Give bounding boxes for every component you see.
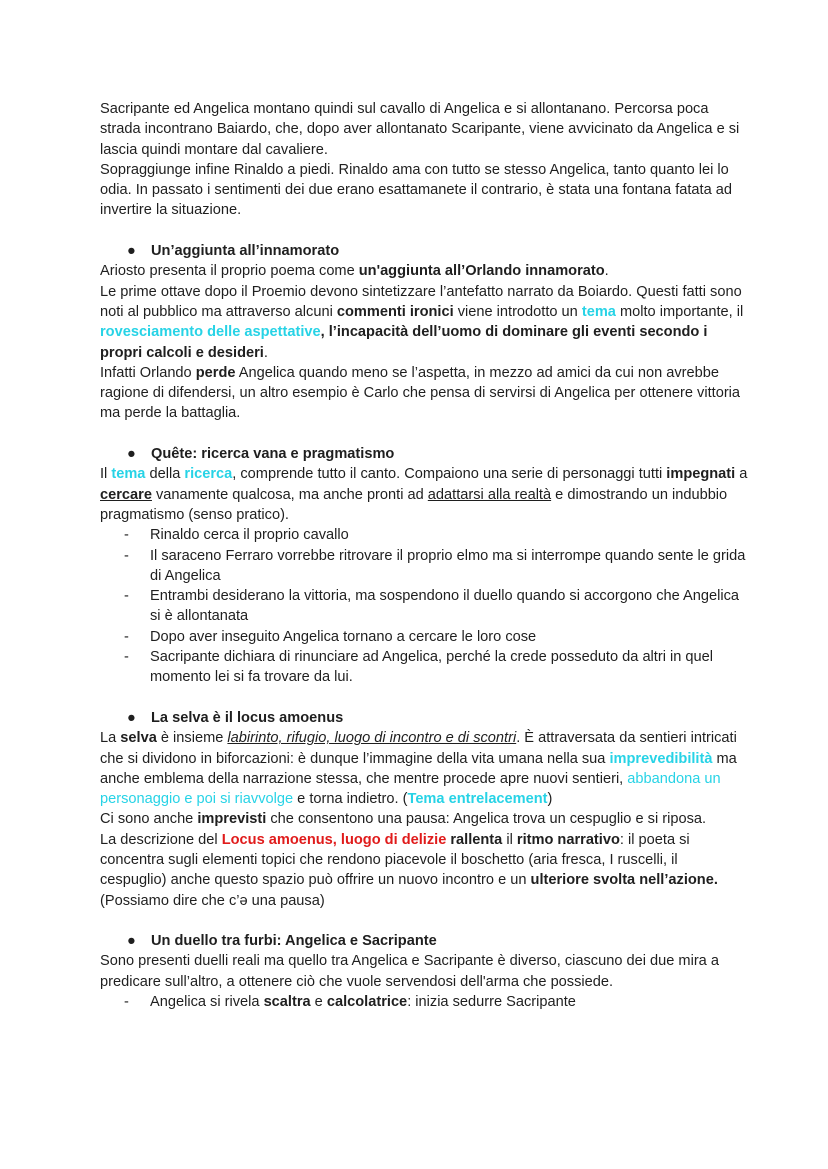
text-run: .: [604, 263, 609, 280]
list-item: [100, 992, 748, 1012]
spacer: [100, 221, 748, 241]
dash-icon: -: [124, 649, 129, 666]
list-item: [100, 627, 748, 647]
text-run: vanamente qualcosa, ma anche pronti ad: [151, 486, 428, 503]
section-heading-duello: [100, 931, 748, 951]
list-item: [100, 647, 748, 688]
text-run: e: [310, 994, 327, 1011]
text-run: a: [735, 466, 748, 483]
bold-text: commenti ironici: [336, 303, 454, 320]
bold-text: ritmo narrativo: [516, 831, 620, 848]
text-run: il: [502, 831, 517, 848]
highlight-text: Tema entrelacement: [407, 791, 548, 808]
search-examples-list: [100, 525, 748, 687]
list-item-text: Rinaldo cerca il proprio cavallo: [150, 527, 349, 544]
list-item: [100, 525, 748, 545]
italic-underlined-text: labirinto, rifugio, luogo di incontro e di scontri: [227, 730, 517, 747]
highlight-text: imprevedibilità: [609, 750, 713, 767]
underlined-text: adattarsi alla realtà: [427, 486, 552, 503]
highlight-text: tema: [111, 466, 146, 483]
list-item-text: Sacripante dichiara di rinunciare ad Angelica, perché la crede posseduto da altri in quel momento lei si fa trovare da lui.: [150, 649, 714, 686]
text-run: ma anche emblema della narrazione stessa, che mentre procede apre nuovi sentieri,: [100, 750, 737, 787]
bullet-icon: ●: [127, 933, 136, 950]
section1-paragraph-3: [100, 363, 748, 424]
dash-icon: -: [124, 547, 129, 564]
section-heading-text: La selva è il locus amoenus: [151, 709, 344, 726]
bold-text: impegnati: [666, 466, 736, 483]
text-run: Angelica si rivela: [150, 994, 264, 1011]
dash-icon: -: [124, 588, 129, 605]
list-item: [100, 586, 748, 627]
bullet-icon: ●: [127, 709, 136, 726]
intro-paragraph-2: Sopraggiunge infine Rinaldo a piedi. Rinaldo ama con tutto se stesso Angelica, tanto quanto lei lo odia. In passato i sentimenti dei due erano esattamanete il contrario, è stata una fontana fatata ad invertire la situazione.: [100, 161, 732, 219]
bold-text: calcolatrice: [326, 994, 408, 1011]
list-item-text: Dopo aver inseguito Angelica tornano a cercare le loro cose: [150, 628, 537, 645]
intro-paragraph-1: Sacripante ed Angelica montano quindi sul cavallo di Angelica e si allontanano. Percorsa poca strada incontrano Baiardo, che, dopo aver allontanato Scaripante, viene avvicinato da Angelica e si lascia quindi montare dal cavaliere.: [100, 101, 740, 158]
bullet-icon: ●: [127, 446, 136, 463]
bold-text: un'aggiunta all’Orlando innamorato: [358, 263, 605, 280]
text-run: (Possiamo dire che c’ə una pausa): [100, 892, 325, 909]
dash-icon: -: [124, 527, 129, 544]
dash-icon: -: [124, 994, 129, 1011]
section3-paragraph-2: [100, 809, 748, 829]
duel-list: [100, 992, 748, 1012]
text-run: molto importante, il: [615, 303, 744, 320]
text-run: La: [100, 730, 121, 747]
text-run: Angelica quando meno se l’aspetta, in mezzo ad amici da cui non avrebbe ragione di difendersi, un altro esempio è Carlo che pensa di servirsi di Angelica per ottenere vittoria ma perde la battaglia.: [100, 364, 741, 422]
section3-paragraph-1: [100, 728, 748, 809]
bold-text: imprevisti: [197, 811, 267, 828]
text-run: è insieme: [156, 730, 228, 747]
text-run: che consentono una pausa: Angelica trova un cespuglio e si riposa.: [266, 811, 707, 828]
section2-paragraph-1: [100, 464, 748, 525]
list-item: [100, 546, 748, 587]
text-run: Infatti Orlando: [100, 364, 196, 381]
section-heading-selva: [100, 708, 748, 728]
section-heading-quete: [100, 444, 748, 464]
text-run: , comprende tutto il canto. Compaiono una serie di personaggi tutti: [232, 466, 667, 483]
spacer: [100, 424, 748, 444]
text-run: e dimostrando un indubbio pragmatismo (senso pratico).: [100, 486, 728, 523]
bold-text: scaltra: [263, 994, 311, 1011]
text-run: .: [263, 344, 268, 361]
section1-paragraph-1: [100, 261, 748, 281]
section3-paragraph-3: [100, 830, 748, 911]
section1-paragraph-2: [100, 282, 748, 363]
section4-paragraph-1: Sono presenti duelli reali ma quello tra Angelica e Sacripante è diverso, ciascuno dei due mira a predicare sull’altro, a ottenere ciò che vuole servendosi dell'arma che possiede.: [100, 953, 719, 990]
text-run: della: [145, 466, 185, 483]
text-run: : il poeta si concentra sugli elementi topici che rendono piacevole il boschetto (aria fresca, I ruscelli, il cespuglio) anche questo spazio può offrire un nuovo incontro e un: [100, 831, 690, 889]
spacer: [100, 688, 748, 708]
text-run: Il: [100, 466, 112, 483]
text-run: : inizia sedurre Sacripante: [407, 994, 576, 1011]
highlight-text: ricerca: [184, 466, 233, 483]
section-heading-text: Quête: ricerca vana e pragmatismo: [151, 446, 395, 463]
bold-text: ulteriore svolta nell’azione.: [530, 872, 718, 889]
text-run: Ariosto presenta il proprio poema come: [100, 263, 359, 280]
text-run: viene introdotto un: [453, 303, 582, 320]
bold-text: perde: [195, 364, 236, 381]
section-heading-text: Un duello tra furbi: Angelica e Sacripante: [151, 933, 437, 950]
text-run: Ci sono anche: [100, 811, 198, 828]
list-item-text: Entrambi desiderano la vittoria, ma sospendono il duello quando si accorgono che Angelica si è allontanata: [150, 588, 739, 625]
list-item-text: Il saraceno Ferraro vorrebbe ritrovare il proprio elmo ma si interrompe quando sente le grida di Angelica: [150, 547, 746, 584]
spacer: [100, 911, 748, 931]
text-run: Le prime ottave dopo il Proemio devono sintetizzare l’antefatto narrato da Boiardo. Questi fatti sono noti al pubblico ma attraverso alcuni: [100, 283, 742, 320]
bold-text: , l’incapacità dell’uomo di dominare gli eventi secondo i propri calcoli e desideri: [100, 324, 708, 361]
highlight-text: tema: [581, 303, 616, 320]
highlight-text: rovesciamento delle aspettative: [100, 324, 321, 341]
red-highlight-text: Locus amoenus, luogo di delizie: [221, 831, 447, 848]
section-heading-aggiunta: [100, 241, 748, 261]
text-run: La descrizione del: [100, 831, 222, 848]
bold-text: selva: [120, 730, 157, 747]
text-run: . È attraversata da sentieri intricati che si dividono in biforcazioni: è dunque l’immagine della vita umana nella sua: [100, 730, 737, 767]
highlight-text: abbandona un personaggio e poi si riavvolge: [100, 770, 721, 808]
bullet-icon: ●: [127, 243, 136, 260]
text-run: ): [547, 791, 553, 808]
text-run: e torna indietro. (: [293, 791, 408, 808]
underlined-text: cercare: [100, 486, 152, 503]
dash-icon: -: [124, 628, 129, 645]
section-heading-text: Un’aggiunta all’innamorato: [151, 243, 340, 260]
bold-text: rallenta: [450, 831, 503, 848]
